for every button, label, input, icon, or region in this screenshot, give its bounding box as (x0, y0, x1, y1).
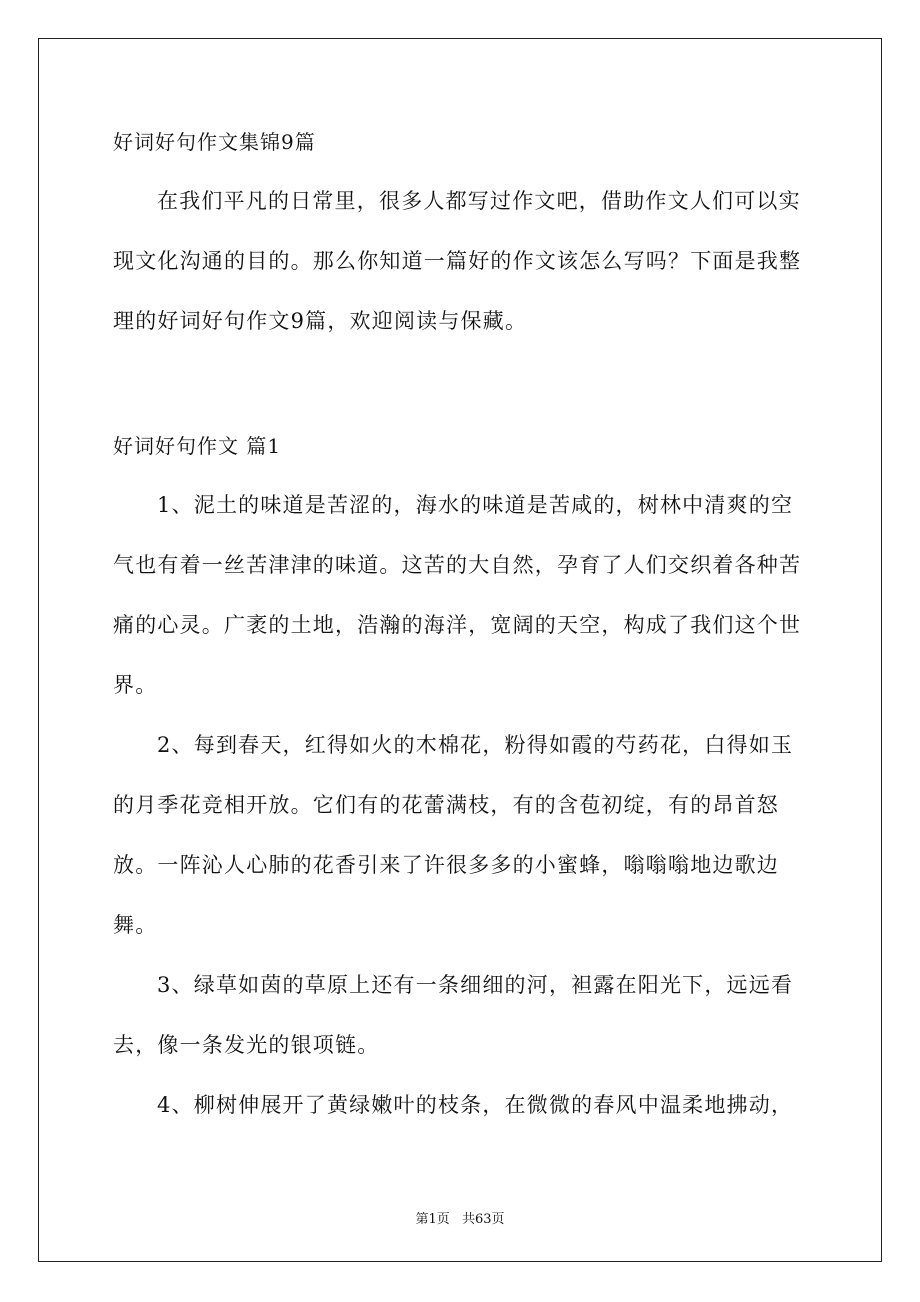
list-item: 4、柳树伸展开了黄绿嫩叶的枝条，在微微的春风中温柔地拂动， (157, 1093, 794, 1117)
page-total: 共63页 (461, 1212, 505, 1227)
list-item: 3、绿草如茵的草原上还有一条细细的河，袒露在阳光下，远远看去，像一条发光的银项链。 (113, 973, 794, 1057)
document-title: 好词好句作文集锦9篇 (113, 130, 316, 154)
section-title: 好词好句作文 篇1 (113, 434, 282, 458)
page-footer (0, 1208, 920, 1227)
intro-paragraph: 在我们平凡的日常里，很多人都写过作文吧，借助作文人们可以实现文化沟通的目的。那么你知道一篇好的作文该怎么写吗？下面是我整理的好词好句作文9篇，欢迎阅读与保藏。 (113, 189, 802, 333)
page-number: 第1页 (415, 1212, 450, 1227)
list-item: 1、泥土的味道是苦涩的，海水的味道是苦咸的，树林中清爽的空气也有着一丝苦津津的味道。这苦的大自然，孕育了人们交织着各种苦痛的心灵。广袤的土地，浩瀚的海洋，宽阔的天空，构成了我们这个世界。 (113, 493, 802, 697)
list-item: 2、每到春天，红得如火的木棉花，粉得如霞的芍药花，白得如玉的月季花竞相开放。它们有的花蕾满枝，有的含苞初绽，有的昂首怒放。一阵沁人心肺的花香引来了许很多多的小蜜蜂，嗡嗡嗡地边歌边舞。 (113, 733, 794, 937)
